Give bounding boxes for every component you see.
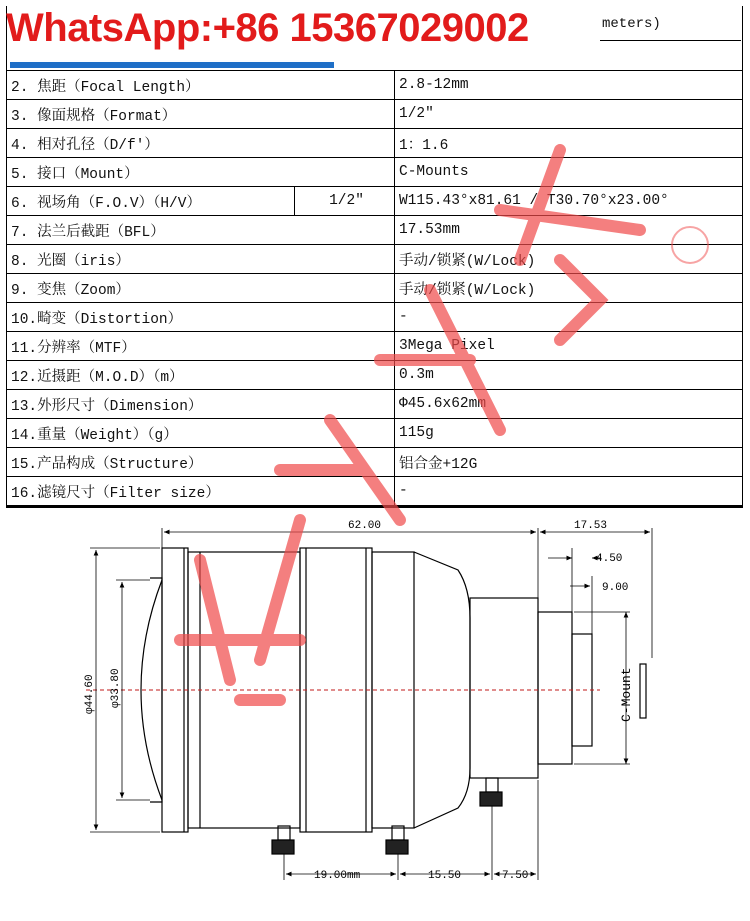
spec-value: 铝合金+12G <box>395 448 743 477</box>
spec-value: 115g <box>395 419 743 448</box>
spec-value: C-Mounts <box>395 158 743 187</box>
spec-row <box>7 448 743 477</box>
spec-label: 10.畸变（Distortion） <box>7 303 395 332</box>
spec-row <box>7 390 743 419</box>
spec-row <box>7 303 743 332</box>
spec-label: 8. 光圈（iris） <box>7 245 395 274</box>
spec-label: 13.外形尺寸（Dimension） <box>7 390 395 419</box>
rear-barrel <box>372 552 414 828</box>
dim-total: 62.00 <box>348 520 382 532</box>
dim-4-50: 4.50 <box>596 553 623 565</box>
spec-label: 4. 相对孔径（D/f′） <box>7 129 395 158</box>
dim-19-00: 19.00mm <box>314 870 361 882</box>
spec-value: 1/2″ <box>395 100 743 129</box>
spec-label: 15.产品构成（Structure） <box>7 448 395 477</box>
spec-label: 9. 变焦（Zoom） <box>7 274 395 303</box>
spec-value: 手动/锁紧(W/Lock) <box>395 245 743 274</box>
spec-label: 12.近摄距（M.O.D）（m） <box>7 361 395 390</box>
spec-value: 手动/锁紧(W/Lock) <box>395 274 743 303</box>
dim-9-00: 9.00 <box>602 582 629 594</box>
zoom-screw <box>386 826 408 854</box>
spec-row <box>7 71 743 100</box>
spec-value: 3Mega Pixel <box>395 332 743 361</box>
spec-label: 2. 焦距（Focal Length） <box>7 71 395 100</box>
spec-row <box>7 419 743 448</box>
spec-row <box>7 129 743 158</box>
spec-value: W115.43°x81.61 / T30.70°x23.00° <box>395 187 743 216</box>
dim-15-50: 15.50 <box>428 870 462 882</box>
header-fragment: meters) <box>602 16 661 32</box>
spec-table <box>6 70 743 506</box>
lens-dimension-drawing <box>0 508 750 921</box>
spec-value: 17.53mm <box>395 216 743 245</box>
spec-row <box>7 187 743 216</box>
spec-sub-value: 1/2″ <box>295 187 395 216</box>
spec-value: 0.3m <box>395 361 743 390</box>
spec-row <box>7 332 743 361</box>
spec-value: Φ45.6x62mm <box>395 390 743 419</box>
dim-dia-outer: φ44.60 <box>84 674 96 714</box>
spec-value: - <box>395 303 743 332</box>
spec-row <box>7 274 743 303</box>
mount-flange <box>470 598 538 778</box>
spec-label: 6. 视场角（F.O.V）（H/V） <box>7 187 295 216</box>
spec-value: 2.8-12mm <box>395 71 743 100</box>
spec-row <box>7 361 743 390</box>
spec-row <box>7 245 743 274</box>
dim-7-50: 7.50 <box>502 870 529 882</box>
spec-label: 16.滤镜尺寸（Filter size） <box>7 477 395 506</box>
spec-row <box>7 100 743 129</box>
spec-label: 7. 法兰后截距（BFL） <box>7 216 395 245</box>
spec-label: 11.分辨率（MTF） <box>7 332 395 361</box>
spec-row <box>7 216 743 245</box>
spec-label: 5. 接口（Mount） <box>7 158 395 187</box>
spec-label: 14.重量（Weight）（g） <box>7 419 395 448</box>
c-mount-label: C-Mount <box>619 667 634 722</box>
dim-bfl: 17.53 <box>574 520 608 532</box>
spec-row <box>7 477 743 506</box>
dim-dia-inner: φ33.80 <box>110 668 122 708</box>
header-divider <box>600 40 741 41</box>
c-mount-thread <box>538 612 572 764</box>
watermark-underline <box>10 62 334 68</box>
focus-screw <box>480 778 502 806</box>
spec-value: 1：1.6 <box>395 129 743 158</box>
whatsapp-watermark: WhatsApp:+86 15367029002 <box>6 6 529 50</box>
iris-screw <box>272 826 294 854</box>
spec-label: 3. 像面规格（Format） <box>7 100 395 129</box>
spec-value: - <box>395 477 743 506</box>
spec-row <box>7 158 743 187</box>
